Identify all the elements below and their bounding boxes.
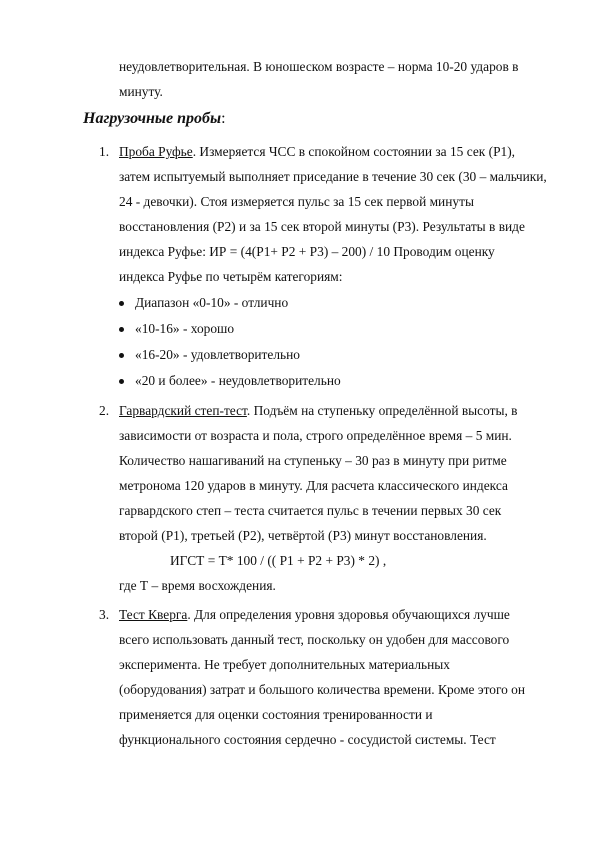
item-1-line-0: . Измеряется ЧСС в спокойном состоянии за 15 сек (Р1), [192,144,516,159]
item-3-line-2: эксперимента. Не требует дополнительных материальных [119,657,450,672]
bullet-item-1: Диапазон «0-10» - отлично [135,295,289,310]
item-1-line-3: восстановления (Р2) и за 15 сек второй минуты (Р3). Результаты в виде [119,219,525,234]
heading-text: Нагрузочные пробы [83,110,222,127]
item-3-line-4: применяется для оценки состояния тренированности и [119,707,433,722]
item-3-line-5: функционального состояния сердечно - сосудистой системы. Тест [119,732,496,747]
item-3-number: 3. [99,607,110,622]
item-2-line-7: где Т – время восхождения. [119,578,276,593]
bullet-dot [119,353,124,358]
item-1-line-5: индекса Руфье по четырём категориям: [119,269,343,284]
item-1-first-line [119,144,515,160]
item-1-line-1: затем испытуемый выполняет приседание в течение 30 сек (30 – мальчики, [119,169,547,184]
item-3-line-0: . Для определения уровня здоровья обучающихся лучше [187,607,510,622]
bullet-item-2: «10-16» - хорошо [135,321,235,336]
bullet-dot [119,379,124,384]
item-2-number: 2. [99,403,110,418]
item-2-first-line [119,403,517,419]
intro-line-2: минуту. [119,84,163,99]
item-2-line-4: гарвардского степ – теста считается пульс в течении первых 30 сек [119,503,502,518]
bullet-dot [119,301,124,306]
item-3-line-3: (оборудования) затрат и большого количества времени. Кроме этого он [119,682,526,697]
bullet-dot [119,327,124,332]
section-heading [83,110,226,128]
item-1-line-2: 24 - девочки). Стоя измеряется пульс за 15 сек первой минуты [119,194,474,209]
item-2-line-0: . Подъём на ступеньку определённой высоты, в [246,403,518,418]
item-1-title: Проба Руфье [119,144,193,159]
item-2-line-2: Количество нашагиваний на ступеньку – 30 раз в минуту при ритме [119,453,507,468]
intro-line-1: неудовлетворительная. В юношеском возрасте – норма 10-20 ударов в [119,59,519,74]
item-2-formula: ИГСТ = Т* 100 / (( Р1 + Р2 + Р3) * 2) , [170,553,387,568]
heading-colon: : [221,110,226,127]
item-2-line-3: метронома 120 ударов в минуту. Для расчета классического индекса [119,478,508,493]
item-3-title: Тест Кверга [119,607,188,622]
bullet-item-4: «20 и более» - неудовлетворительно [135,373,341,388]
item-2-line-1: зависимости от возраста и пола, строго определённое время – 5 мин. [119,428,512,443]
item-2-line-5: второй (Р1), третьей (Р2), четвёртой (Р3) минут восстановления. [119,528,487,543]
bullet-item-3: «16-20» - удовлетворительно [135,347,301,362]
item-3-first-line [119,607,510,623]
item-2-title: Гарвардский степ-тест [119,403,247,418]
item-1-line-4: индекса Руфье: ИР = (4(Р1+ Р2 + Р3) – 200) / 10 Проводим оценку [119,244,495,259]
item-3-line-1: всего использовать данный тест, поскольку он удобен для массового [119,632,510,647]
item-1-number: 1. [99,144,110,159]
